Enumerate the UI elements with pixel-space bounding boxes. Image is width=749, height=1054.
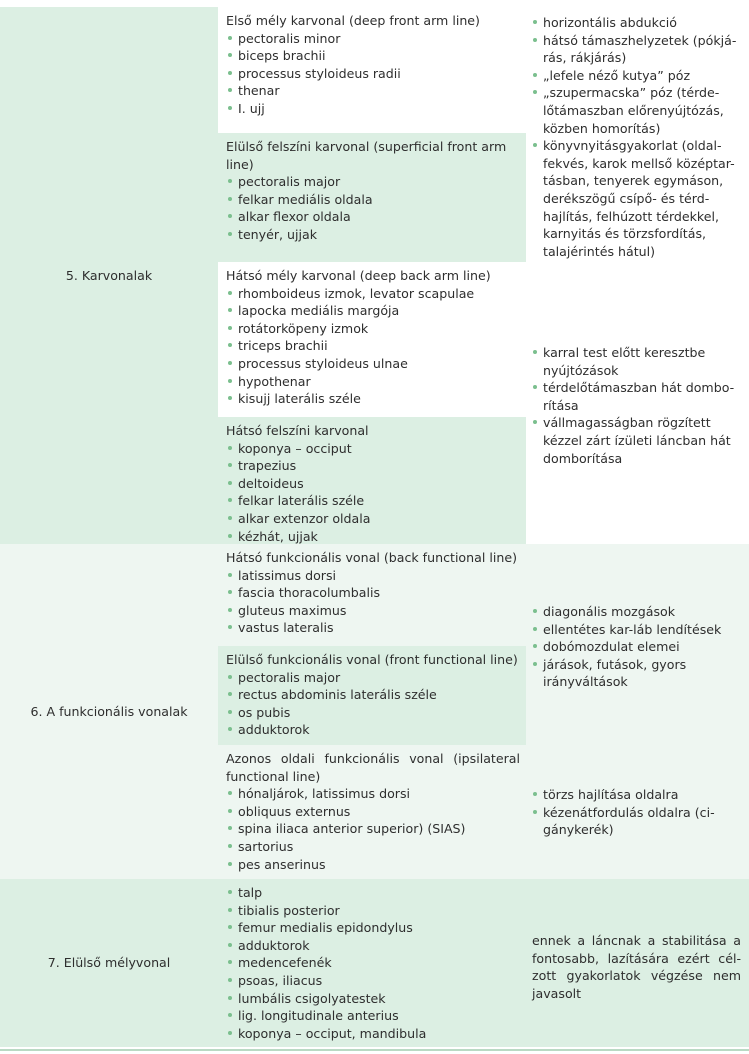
group-elulso-melyvonal [0, 879, 749, 1047]
list-item: fascia thoracolumbalis [226, 584, 520, 602]
muscle-list [226, 440, 520, 546]
list-item: biceps brachii [226, 47, 520, 65]
list-item: gluteus maximus [226, 602, 520, 620]
muscle-list [226, 567, 520, 637]
list-item: vállmagasságban rögzített kézzel zárt ízületi láncban hát domborítása [532, 414, 741, 467]
list-item: alkar extenzor oldala [226, 510, 520, 528]
exercise-list [528, 14, 745, 260]
list-item: lig. longitudinale anterius [226, 1007, 520, 1025]
line-title: Hátsó mély karvonal (deep back arm line) [226, 268, 491, 283]
list-item: spina iliaca anterior superior) (SIAS) [226, 820, 520, 838]
list-item: medencefenék [226, 954, 520, 972]
exercise-note: ennek a láncnak a stabilitása a fontosabb, lazítására ezért cél-zott gyakorlatok végzése nem javasolt [532, 933, 741, 1001]
exercise-list [528, 786, 745, 839]
list-item: dobómozdulat elemei [532, 638, 741, 656]
line-cell [218, 646, 526, 745]
line-title: Hátsó felszíni karvonal [226, 423, 369, 438]
line-cell [218, 879, 526, 1047]
table-bottom-border [0, 1049, 749, 1051]
muscle-list [226, 30, 520, 118]
line-title: Hátsó funkcionális vonal (back functional line) [226, 550, 517, 565]
list-item: tibialis posterior [226, 902, 520, 920]
category-label: 7. Elülső mélyvonal [0, 879, 218, 1047]
list-item: horizontális abdukció [532, 14, 741, 32]
list-item: talp [226, 884, 520, 902]
list-item: rectus abdominis laterális széle [226, 686, 520, 704]
list-item: kisujj laterális széle [226, 390, 520, 408]
muscle-list [226, 285, 520, 408]
list-item: os pubis [226, 704, 520, 722]
line-title: Első mély karvonal (deep front arm line) [226, 13, 480, 28]
exercise-list [528, 603, 745, 691]
group-karvonalak [0, 7, 749, 544]
list-item: koponya – occiput [226, 440, 520, 458]
list-item: rhomboideus izmok, levator scapulae [226, 285, 520, 303]
line-title: Azonos oldali funkcionális vonal (ipsilateral functional line) [226, 751, 520, 784]
list-item: koponya – occiput, mandibula [226, 1025, 520, 1043]
line-cell [218, 133, 526, 262]
line-cell [218, 7, 526, 133]
category-label: 5. Karvonalak [0, 7, 218, 544]
list-item: thenar [226, 82, 520, 100]
list-item: hypothenar [226, 373, 520, 391]
list-item: adduktorok [226, 721, 520, 739]
list-item: diagonális mozgások [532, 603, 741, 621]
list-item: lumbális csigolyatestek [226, 990, 520, 1008]
list-item: pectoralis major [226, 669, 520, 687]
list-item: felkar laterális széle [226, 492, 520, 510]
list-item: obliquus externus [226, 803, 520, 821]
list-item: hátsó támaszhelyzetek (pókjá-rás, rákjárás) [532, 32, 741, 67]
list-item: pectoralis minor [226, 30, 520, 48]
list-item: „szupermacska” póz (térde-lőtámaszban előrenyújtózás, közben homorítás) [532, 84, 741, 137]
list-item: törzs hajlítása oldalra [532, 786, 741, 804]
group-funkcionalis [0, 544, 749, 879]
list-item: könyvnyitásgyakorlat (oldal-fekvés, karok mellső középtar-tásban, tenyerek egymáson, derékszögű csípő- és térd-hajlítás, felhúzott térdekkel, karnyitás és törzsfordítás, talajérintés hátul) [532, 137, 741, 260]
list-item: pes anserinus [226, 856, 520, 874]
line-cell [218, 745, 526, 879]
list-item: térdelőtámaszban hát dombo-rítása [532, 379, 741, 414]
line-cell [218, 262, 526, 417]
muscle-list [226, 669, 520, 739]
muscle-list [226, 173, 520, 243]
exercise-list [528, 344, 745, 467]
list-item: trapezius [226, 457, 520, 475]
list-item: latissimus dorsi [226, 567, 520, 585]
list-item: „lefele néző kutya” póz [532, 67, 741, 85]
list-item: felkar mediális oldala [226, 191, 520, 209]
list-item: járások, futások, gyors irányváltások [532, 656, 741, 691]
list-item: ellentétes kar-láb lendítések [532, 621, 741, 639]
list-item: psoas, iliacus [226, 972, 520, 990]
line-cell [218, 544, 526, 646]
list-item: I. ujj [226, 100, 520, 118]
list-item: kézenátfordulás oldalra (ci-gánykerék) [532, 804, 741, 839]
list-item: deltoideus [226, 475, 520, 493]
category-label: 6. A funkcionális vonalak [0, 544, 218, 879]
list-item: pectoralis major [226, 173, 520, 191]
line-title: Elülső felszíni karvonal (superficial front arm line) [226, 139, 507, 172]
list-item: kézhát, ujjak [226, 528, 520, 546]
list-item: sartorius [226, 838, 520, 856]
list-item: hónaljárok, latissimus dorsi [226, 785, 520, 803]
list-item: processus styloideus radii [226, 65, 520, 83]
list-item: lapocka mediális margója [226, 302, 520, 320]
muscle-list [226, 785, 520, 873]
list-item: processus styloideus ulnae [226, 355, 520, 373]
list-item: rotátorköpeny izmok [226, 320, 520, 338]
list-item: tenyér, ujjak [226, 226, 520, 244]
list-item: vastus lateralis [226, 619, 520, 637]
list-item: karral test előtt keresztbe nyújtózások [532, 344, 741, 379]
list-item: alkar flexor oldala [226, 208, 520, 226]
line-title: Elülső funkcionális vonal (front functional line) [226, 652, 518, 667]
list-item: triceps brachii [226, 337, 520, 355]
muscle-list [226, 884, 520, 1042]
list-item: femur medialis epidondylus [226, 919, 520, 937]
line-cell [218, 417, 526, 544]
list-item: adduktorok [226, 937, 520, 955]
